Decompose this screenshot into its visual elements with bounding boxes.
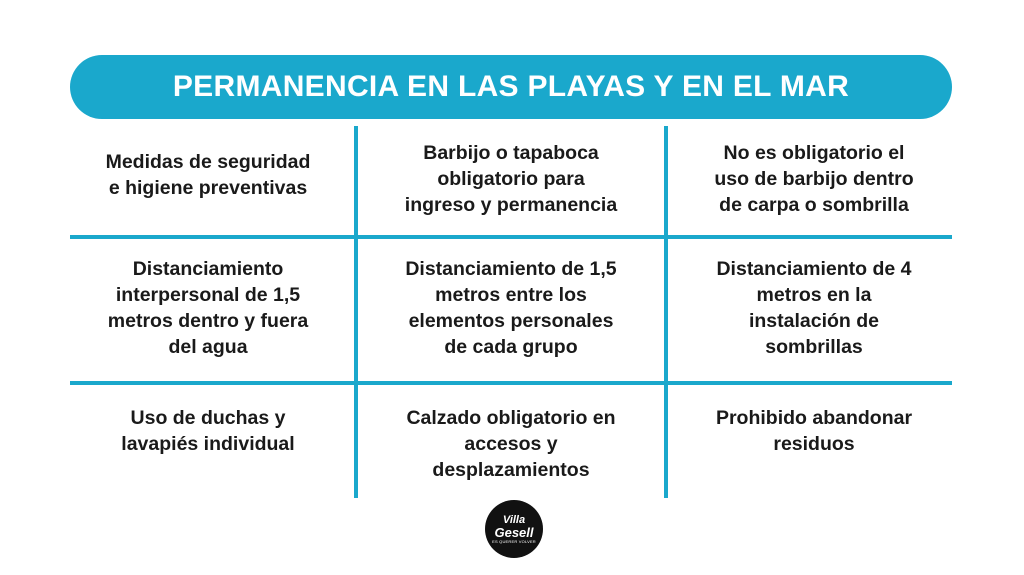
cell-distanciamiento-elementos: Distanciamiento de 1,5 metros entre los elementos personales de cada grupo xyxy=(405,258,617,358)
grid-divider-horizontal-2 xyxy=(70,381,952,385)
page-title: PERMANENCIA EN LAS PLAYAS Y EN EL MAR xyxy=(172,70,850,103)
cell-prohibido-residuos: Prohibido abandonar residuos xyxy=(715,407,913,455)
grid-divider-horizontal-1 xyxy=(70,235,952,239)
cell-calzado-obligatorio: Calzado obligatorio en accesos y desplazamientos xyxy=(406,407,616,481)
cell-barbijo-obligatorio: Barbijo o tapaboca obligatorio para ingreso y permanencia xyxy=(404,142,618,216)
villa-gesell-logo xyxy=(485,500,543,558)
cell-distanciamiento-interpersonal: Distanciamiento interpersonal de 1,5 metros dentro y fuera del agua xyxy=(107,258,309,358)
logo-line-2: Gesell xyxy=(494,524,534,540)
logo-tagline: ES QUERER VOLVER xyxy=(492,538,536,544)
cell-uso-duchas: Uso de duchas y lavapiés individual xyxy=(121,407,295,455)
grid-divider-vertical-2 xyxy=(664,126,668,498)
logo-line-1: Villa xyxy=(502,513,526,526)
grid-divider-vertical-1 xyxy=(354,126,358,498)
title-banner xyxy=(70,55,952,119)
cell-distanciamiento-sombrillas: Distanciamiento de 4 metros en la instalación de sombrillas xyxy=(716,258,912,358)
cell-barbijo-no-obligatorio: No es obligatorio el uso de barbijo dentro de carpa o sombrilla xyxy=(714,142,914,216)
cell-medidas-seguridad: Medidas de seguridad e higiene preventivas xyxy=(105,151,311,199)
